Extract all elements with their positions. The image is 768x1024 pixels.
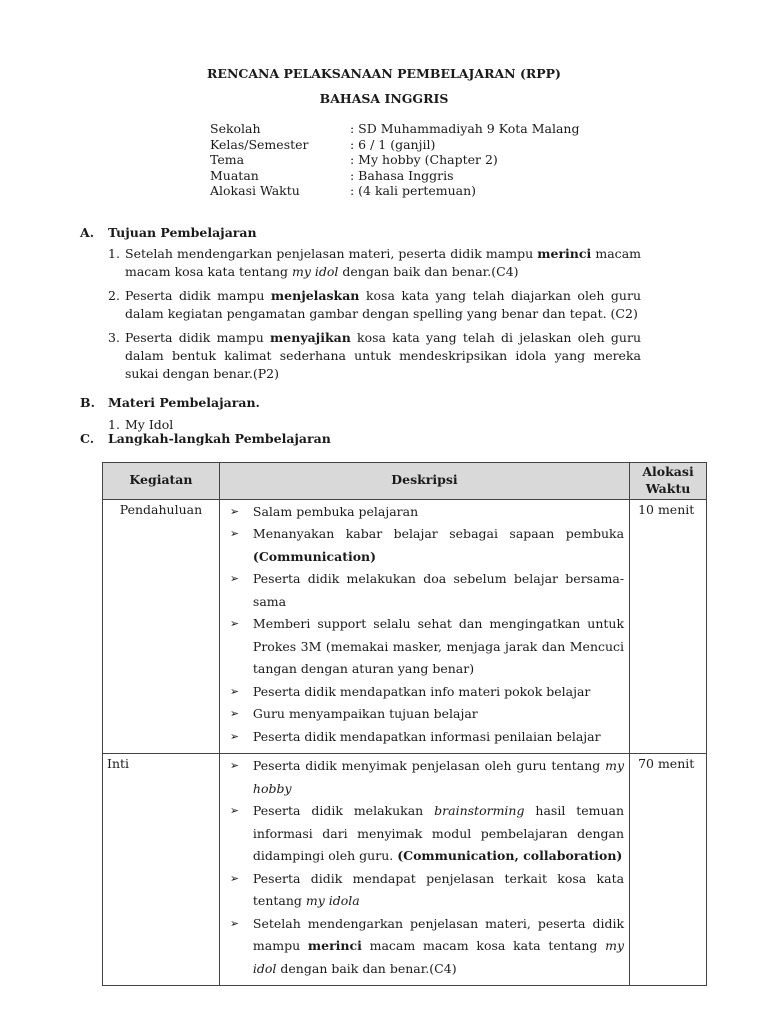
item-number: 1.: [108, 246, 120, 261]
arrow-bullet-icon: ➢: [229, 572, 240, 586]
arrow-bullet-icon: ➢: [229, 707, 240, 721]
text-run: kosa kata yang telah diajarkan oleh guru dalam kegiatan pengamatan gambar dengan spelling yang benar dan tepat. (C2): [125, 288, 642, 321]
bold-run: merinci: [537, 246, 592, 261]
activity-list: [221, 755, 628, 984]
identity-block: [210, 121, 579, 199]
text-run: Peserta didik mendapat penjelasan terkait kosa kata tentang: [252, 870, 625, 909]
activity-list: [221, 501, 628, 753]
text-run: Menanyakan kabar belajar sebagai sapaan pembuka: [252, 526, 625, 542]
arrow-bullet-icon: ➢: [229, 871, 240, 885]
italic-run: my idol: [252, 938, 625, 976]
bold-run: menyajikan: [270, 330, 351, 345]
text-run: Salam pembuka pelajaran: [252, 503, 419, 519]
waktu-cell: 10 menit: [630, 499, 707, 754]
objective-item: [108, 245, 641, 281]
identity-row: [210, 183, 579, 199]
table-header-row: [103, 463, 707, 500]
arrow-bullet-icon: ➢: [229, 527, 240, 541]
text-run: dengan baik dan benar.(C4): [276, 960, 457, 976]
item-text: [125, 245, 641, 281]
activity-item: [221, 681, 628, 704]
identity-label: Muatan: [210, 167, 259, 183]
section-a-heading: [80, 225, 257, 242]
section-title: Langkah-langkah Pembelajaran: [108, 431, 331, 446]
arrow-bullet-icon: ➢: [229, 504, 240, 518]
item-number: 2.: [108, 288, 120, 303]
identity-label: Tema: [210, 152, 245, 167]
document-title: RENCANA PELAKSANAAN PEMBELAJARAN (RPP): [207, 66, 561, 81]
text-run: Memberi support selalu sehat dan mengingatkan untuk Prokes 3M (memakai masker, menjaga jarak dan Mencuci tangan dengan aturan yang benar): [252, 616, 625, 677]
document-subtitle: BAHASA INGGRIS: [319, 91, 449, 106]
identity-row: [210, 137, 579, 153]
arrow-bullet-icon: ➢: [229, 617, 240, 631]
identity-value: : Bahasa Inggris: [350, 167, 454, 183]
activity-item: [221, 568, 628, 613]
bold-run: menjelaskan: [270, 288, 360, 303]
italic-run: my idol: [291, 264, 339, 279]
section-b-heading: [80, 395, 260, 412]
italic-run: my hobby: [252, 758, 625, 796]
text-run: Peserta didik mampu: [125, 330, 271, 345]
bold-run: merinci: [307, 938, 362, 954]
identity-value: : SD Muhammadiyah 9 Kota Malang: [350, 121, 580, 136]
table-row: [103, 499, 707, 754]
waktu-cell: 70 menit: [630, 754, 707, 986]
identity-label: Alokasi Waktu: [210, 183, 300, 198]
header-text: Waktu: [645, 480, 691, 496]
section-title: Materi Pembelajaran.: [108, 395, 260, 410]
text-run: kosa kata yang telah di jelaskan oleh guru dalam bentuk kalimat sederhana untuk mendeskripsikan idola yang mereka sukai dengan benar.(P2): [125, 330, 641, 381]
objective-item: [108, 329, 641, 383]
activity-item: [221, 703, 628, 726]
section-title: Tujuan Pembelajaran: [108, 225, 257, 240]
activity-item: [221, 501, 628, 524]
item-text: [125, 287, 641, 323]
text-run: Peserta didik mampu: [125, 288, 271, 303]
arrow-bullet-icon: ➢: [229, 759, 240, 773]
kegiatan-cell: Inti: [103, 754, 220, 986]
italic-run: brainstorming: [434, 803, 525, 819]
bold-run: (Communication): [252, 548, 377, 564]
objective-list: [108, 245, 641, 383]
text-run: Peserta didik mendapatkan info materi pokok belajar: [252, 683, 591, 699]
section-letter: C.: [80, 431, 95, 446]
item-number: 1.: [108, 417, 120, 432]
item-text: My Idol: [125, 417, 174, 432]
arrow-bullet-icon: ➢: [229, 916, 240, 930]
header-alokasi-waktu: [630, 463, 707, 500]
kegiatan-cell: Pendahuluan: [103, 499, 220, 754]
identity-label: Sekolah: [210, 121, 261, 136]
header-deskripsi: Deskripsi: [219, 463, 629, 500]
table-row: [103, 754, 707, 986]
deskripsi-cell: [219, 754, 629, 986]
activity-item: [221, 800, 628, 868]
text-run: macam macam kosa kata tentang: [361, 938, 606, 954]
activity-item: [221, 913, 628, 981]
learning-steps-table: [102, 462, 707, 986]
arrow-bullet-icon: ➢: [229, 729, 240, 743]
section-letter: A.: [80, 225, 95, 240]
identity-label: Kelas/Semester: [210, 136, 309, 152]
activity-item: [221, 523, 628, 568]
text-run: Peserta didik melakukan: [252, 803, 435, 819]
arrow-bullet-icon: ➢: [229, 804, 240, 818]
text-run: Peserta didik mendapatkan informasi penilaian belajar: [252, 728, 601, 744]
italic-run: my idola: [305, 893, 360, 909]
text-run: Peserta didik menyimak penjelasan oleh guru tentang: [252, 758, 606, 774]
text-run: dengan baik dan benar.(C4): [338, 264, 519, 279]
activity-item: [221, 755, 628, 800]
deskripsi-cell: [219, 499, 629, 754]
bold-run: (Communication, collaboration): [397, 848, 623, 864]
section-letter: B.: [80, 395, 95, 410]
activity-item: [221, 726, 628, 749]
section-c-heading: [80, 431, 331, 448]
header-kegiatan: Kegiatan: [103, 463, 220, 500]
text-run: hasil temuan informasi dari menyimak modul pembelajaran dengan didampingi oleh guru.: [252, 803, 625, 864]
text-run: macam macam kosa kata tentang: [125, 246, 641, 279]
text-run: Setelah mendengarkan penjelasan materi, peserta didik mampu: [125, 246, 538, 261]
text-run: Setelah mendengarkan penjelasan materi, peserta didik mampu: [252, 915, 625, 954]
identity-row: [210, 168, 579, 184]
activity-item: [221, 613, 628, 681]
item-text: [125, 329, 641, 383]
identity-value: : (4 kali pertemuan): [350, 183, 477, 198]
text-run: Peserta didik melakukan doa sebelum belajar bersama-sama: [252, 571, 625, 609]
activity-item: [221, 868, 628, 913]
identity-row: [210, 121, 579, 137]
identity-value: : My hobby (Chapter 2): [350, 152, 498, 167]
identity-value: : 6 / 1 (ganjil): [350, 136, 436, 152]
item-number: 3.: [108, 330, 120, 345]
objective-item: [108, 287, 641, 323]
arrow-bullet-icon: ➢: [229, 684, 240, 698]
text-run: Guru menyampaikan tujuan belajar: [252, 706, 478, 722]
header-text: Alokasi: [642, 464, 694, 479]
identity-row: [210, 152, 579, 168]
